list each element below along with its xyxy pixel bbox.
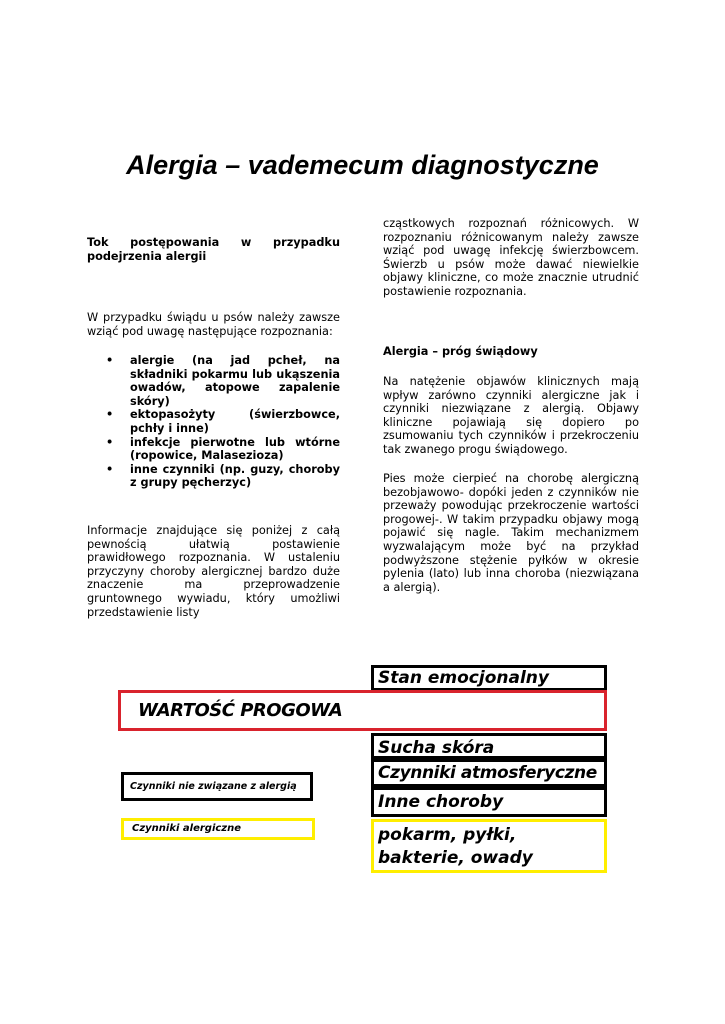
threshold-label: WARTOŚĆ PROGOWA xyxy=(138,700,343,721)
threshold-box xyxy=(118,690,607,731)
allergens-label: pokarm, pyłki, bakterie, owady xyxy=(378,825,533,868)
procedure-heading: Tok postępowania w przypadku podejrzenia alergii xyxy=(87,236,340,263)
dry-skin-box xyxy=(371,733,607,759)
right-p3-block xyxy=(383,472,639,594)
left-intro-block xyxy=(87,311,340,338)
subclinical-paragraph: Pies może cierpieć na chorobę alergiczną bezobjawowo- dopóki jeden z czynników nie przeważy powodując przekroczenie wartości progowej-. W takim przypadku objawy mogą pojawić się nagle. Takim mechanizmem wyzwalającym może być na przykład podwyższone stężenie pyłków w okresie pylenia (lato) lub inna choroba (niezwiązana a alergią). xyxy=(383,472,639,594)
info-paragraph: Informacje znajdujące się poniżej z całą pewnością ułatwią postawienie prawidłowego rozpoznania. W ustaleniu przyczyny choroby alergicznej bardzo duże znaczenie ma przeprowadzenie gruntownego wywiadu, który umożliwi przedstawienie listy xyxy=(87,524,340,619)
atmospheric-box xyxy=(371,759,607,787)
dry-skin-label: Sucha skóra xyxy=(378,738,495,758)
emotional-state-label: Stan emocjonalny xyxy=(378,668,549,688)
legend-allergic-label: Czynniki alergiczne xyxy=(132,823,242,834)
info-block xyxy=(87,524,340,619)
threshold-heading: Alergia – próg świądowy xyxy=(383,345,538,358)
other-diseases-label: Inne choroby xyxy=(378,792,504,812)
other-diseases-box xyxy=(371,787,607,817)
diagnosis-list xyxy=(87,354,340,490)
left-column xyxy=(87,236,340,263)
allergens-box xyxy=(371,819,607,873)
intro-paragraph: W przypadku świądu u psów należy zawsze wziąć pod uwagę następujące rozpoznania: xyxy=(87,311,340,338)
emotional-state-box xyxy=(371,665,607,691)
document-title: Alergia – vademecum diagnostyczne xyxy=(126,150,599,180)
list-item: • infekcje pierwotne lub wtórne (ropowice, Malasezioza) xyxy=(87,436,340,463)
right-p2-block xyxy=(383,375,639,457)
list-item: • ektopasożyty (świerzbowce, pchły i inne) xyxy=(87,408,340,435)
list-item: • inne czynniki (np. guzy, choroby z grupy pęcherzyc) xyxy=(87,463,340,490)
differential-paragraph: cząstkowych rozpoznań różnicowych. W rozpoznaniu różnicowanym należy zawsze wziąć pod uwagę infekcję świerzbowcem. Świerzb u psów może dawać niewielkie objawy kliniczne, co może znacznie utrudnić postawienie rozpoznania. xyxy=(383,217,639,298)
legend-allergic-box xyxy=(121,818,315,840)
right-heading-block xyxy=(383,345,639,359)
atmospheric-label: Czynniki atmosferyczne xyxy=(378,763,597,783)
legend-non-allergic-box xyxy=(121,772,313,801)
symptoms-paragraph: Na natężenie objawów klinicznych mają wpływ zarówno czynniki alergiczne jak i czynniki niezwiązane z alergią. Objawy kliniczne pojawiają się dopiero po zsumowaniu tych czynników i przekroczeniu tak zwanego progu świądowego. xyxy=(383,375,639,456)
diagnosis-list-block xyxy=(87,354,340,490)
right-p1-block xyxy=(383,217,639,299)
legend-non-allergic-label: Czynniki nie związane z alergią xyxy=(130,781,297,792)
list-item: • alergie (na jad pcheł, na składniki pokarmu lub ukąszenia owadów, atopowe zapalenie skóry) xyxy=(87,354,340,408)
